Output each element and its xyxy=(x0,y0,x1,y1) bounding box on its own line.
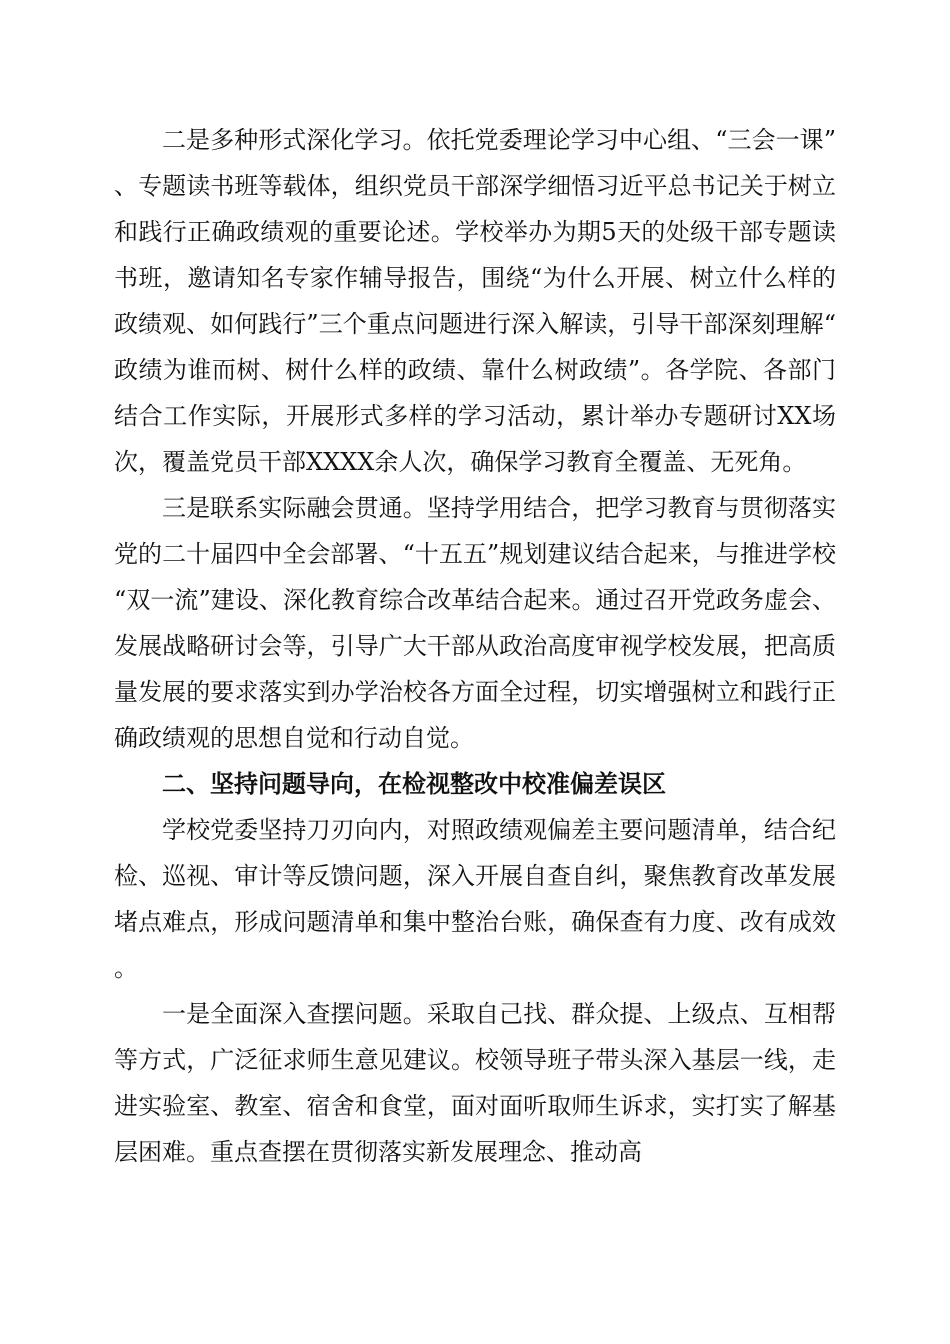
paragraph-find-problems: 一是全面深入查摆问题。采取自己找、群众提、上级点、互相帮等方式，广泛征求师生意见建议。校领导班子带头深入基层一线，走进实验室、教室、宿舍和食堂，面对面听取师生诉求，实打实了解基层困难。重点查摆在贯彻落实新发展理念、推动高 xyxy=(114,1000,836,1166)
paragraph-study-forms: 二是多种形式深化学习。依托党委理论学习中心组、“三会一课”、专题读书班等载体，组织党员干部深学细悟习近平总书记关于树立和践行正确政绩观的重要论述。学校举办为期5天的处级干部专题读书班，邀请知名专家作辅导报告，围绕“为什么开展、树立什么样的政绩观、如何践行”三个重点问题进行深入解读，引导干部深刻理解“政绩为谁而树、树什么样的政绩、靠什么树政绩”。各学院、各部门结合工作实际，开展形式多样的学习活动，累计举办专题研讨XX场次，覆盖党员干部XXXX余人次，确保学习教育全覆盖、无死角。 xyxy=(114,126,836,476)
paragraph-party-committee-self-inspection: 学校党委坚持刀刃向内，对照政绩观偏差主要问题清单，结合纪检、巡视、审计等反馈问题，深入开展自查自纠，聚焦教育改革发展堵点难点，形成问题清单和集中整治台账，确保查有力度、改有成效。 xyxy=(114,816,836,982)
paragraph-integrate-practice: 三是联系实际融会贯通。坚持学用结合，把学习教育与贯彻落实党的二十届四中全会部署、“十五五”规划建议结合起来，与推进学校“双一流”建设、深化教育综合改革结合起来。通过召开党政务虚会、发展战略研讨会等，引导广大干部从政治高度审视学校发展，把高质量发展的要求落实到办学治校各方面全过程，切实增强树立和践行正确政绩观的思想自觉和行动自觉。 xyxy=(114,494,836,752)
section-heading-problem-oriented: 二、坚持问题导向，在检视整改中校准偏差误区 xyxy=(162,770,666,798)
document-body xyxy=(114,117,836,1175)
